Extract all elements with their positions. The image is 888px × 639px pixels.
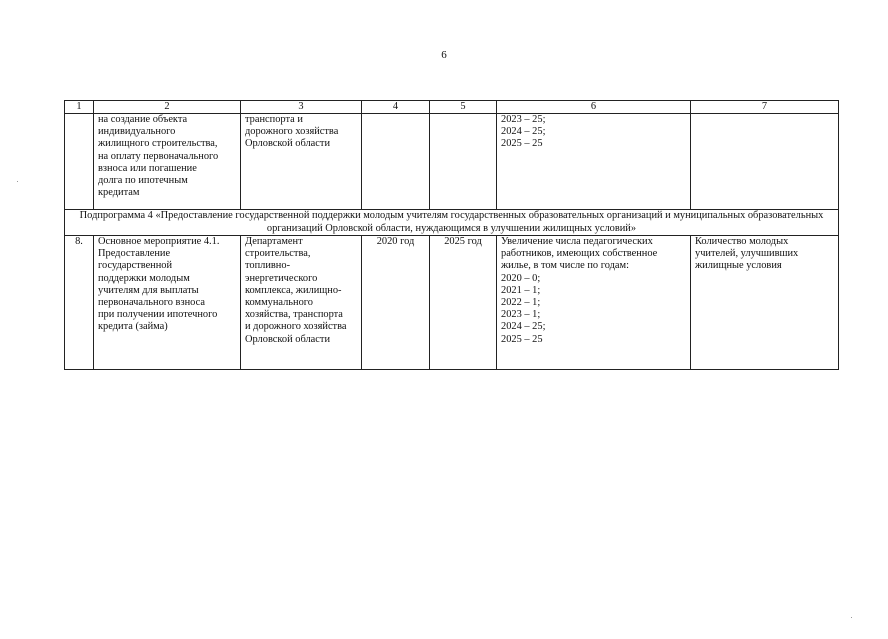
cell-executor: транспорта и дорожного хозяйства Орловской области [241,114,362,210]
cell-end-year [430,114,497,210]
cell-activity: на создание объекта индивидуального жилищного строительства, на оплату первоначального взноса или погашение долга по ипотечным кредитам [94,114,241,210]
cell-indicator [691,114,839,210]
column-header-2: 2 [94,101,241,114]
scan-speck [17,181,18,182]
cell-executor: Департамент строительства, топливно- энергетического комплекса, жилищно- коммунального хозяйства, транспорта и дорожного хозяйства Орловской области [241,236,362,370]
table-row-continuation [65,114,839,210]
cell-indicator: Количество молодых учителей, улучшивших жилищные условия [691,236,839,370]
cell-start-year: 2020 год [362,236,430,370]
cell-expected-result: 2023 – 25; 2024 – 25; 2025 – 25 [497,114,691,210]
page-number: 6 [441,49,447,61]
table-row-subprogram [65,210,839,236]
cell-number: 8. [65,236,94,370]
scan-speck [851,617,852,618]
column-header-3: 3 [241,101,362,114]
cell-end-year: 2025 год [430,236,497,370]
cell-activity: Основное мероприятие 4.1. Предоставление государственной поддержки молодым учителям для выплаты первоначального взноса при получении ипотечного кредита (займа) [94,236,241,370]
column-header-1: 1 [65,101,94,114]
column-header-7: 7 [691,101,839,114]
column-header-4: 4 [362,101,430,114]
cell-start-year [362,114,430,210]
column-header-6: 6 [497,101,691,114]
cell-expected-result: Увеличение числа педагогических работников, имеющих собственное жилье, в том числе по годам: 2020 – 0; 2021 – 1; 2022 – 1; 2023 – 1; 2024 – 25; 2025 – 25 [497,236,691,370]
subprogram-title: Подпрограмма 4 «Предоставление государственной поддержки молодым учителям государственных образовательных организаций и муниципальных образовательных организаций Орловской области, нуждающимся в улучшении жилищных условий» [65,210,839,236]
cell-number [65,114,94,210]
column-header-5: 5 [430,101,497,114]
table-header-row [65,101,839,114]
table-row-8 [65,236,839,370]
program-table [64,100,839,370]
